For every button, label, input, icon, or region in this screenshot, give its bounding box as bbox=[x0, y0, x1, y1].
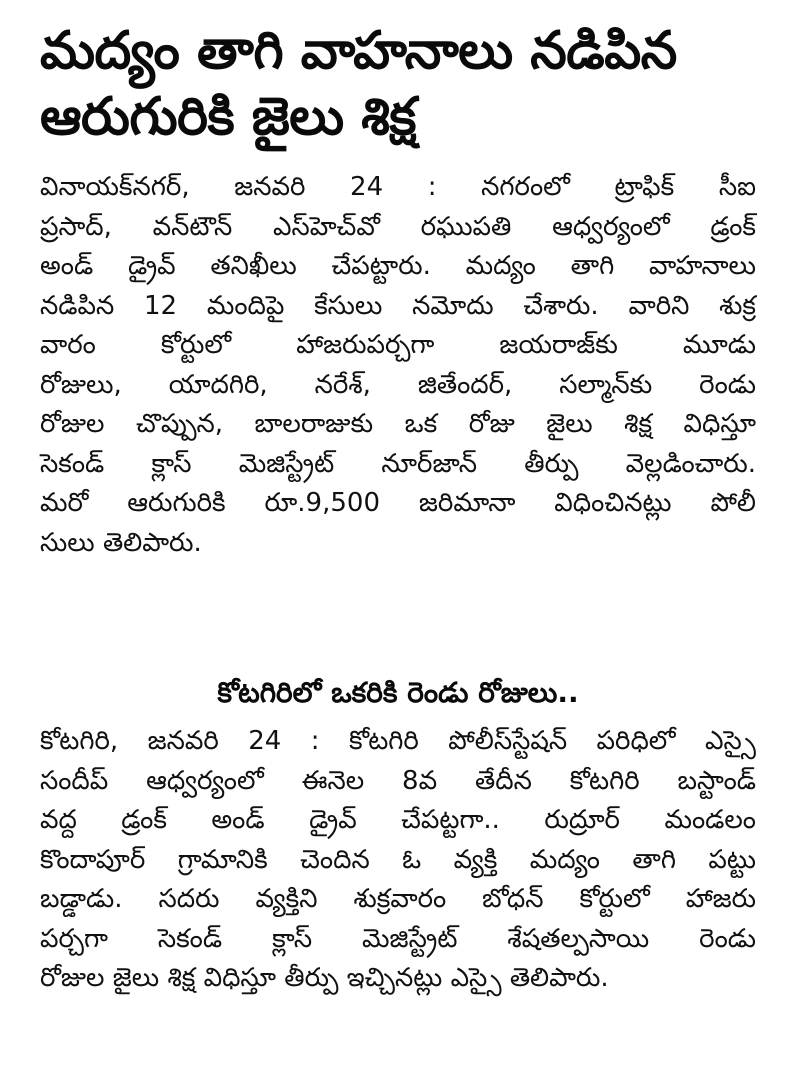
article-line: నడిపిన 12 మందిపై కేసులు నమోదు చేశారు. వారిని శుక్ర bbox=[40, 290, 756, 321]
clipped-next-headline bbox=[0, 1078, 800, 1092]
article-line: రోజుల జైలు శిక్ష విధిస్తూ తీర్పు ఇచ్చినట్లు ఎస్సై తెలిపారు. bbox=[40, 963, 609, 993]
article-line: బడ్డాడు. సదరు వ్యక్తిని శుక్రవారం బోధన్ కోర్టులో హాజరు bbox=[40, 884, 756, 914]
headline-line-2: ఆరుగురికి జైలు శిక్ష bbox=[40, 87, 416, 147]
article-headline bbox=[40, 18, 780, 150]
article-line: వారం కోర్టులో హాజరుపర్చగా జయరాజ్‌కు మూడు bbox=[40, 330, 756, 360]
article-line: వద్ద డ్రంక్ అండ్ డ్రైవ్ చేపట్టగా.. రుద్రూర్ మండలం bbox=[40, 805, 756, 835]
article-line: రోజుల చొప్పున, బాలరాజుకు ఒక రోజు జైలు శిక్ష విధిస్తూ bbox=[40, 409, 756, 439]
article-line: కొందాపూర్ గ్రామానికి చెందిన ఓ వ్యక్తి మద్యం తాగి పట్టు bbox=[40, 844, 756, 875]
article-line: సందీప్ ఆధ్వర్యంలో ఈనెల 8వ తేదీన కోటగిరి బస్టాండ్ bbox=[40, 765, 756, 796]
article-line: సులు తెలిపారు. bbox=[40, 527, 202, 558]
article-line: అండ్ డ్రైవ్ తనిఖీలు చేపట్టారు. మద్యం తాగి వాహనాలు bbox=[40, 251, 756, 281]
article-body-1 bbox=[40, 168, 756, 563]
article-line: ప్రసాద్, వన్‌టౌన్ ఎస్‌హెచ్‌వో రఘుపతి ఆధ్వర్యంలో డ్రంక్ bbox=[40, 211, 756, 242]
article-body-2 bbox=[40, 722, 756, 999]
article-line: రోజులు, యాదగిరి, నరేశ్, జితేందర్, సల్మాన్‌కు రెండు bbox=[40, 369, 756, 400]
article-line: మరో ఆరుగురికి రూ.9,500 జరిమానా విధించినట్లు పోలీ bbox=[40, 488, 756, 518]
clipped-previous-headline bbox=[0, 0, 800, 10]
article-line: పర్చగా సెకండ్ క్లాస్ మెజిస్ట్రేట్ శేషతల్పసాయి రెండు bbox=[40, 923, 756, 954]
article-line: కోటగిరి, జనవరి 24 : కోటగిరి పోలీస్‌స్టేషన్ పరిధిలో ఎస్సై bbox=[40, 726, 756, 756]
section-subheading: కోటగిరిలో ఒకరికి రెండు రోజులు.. bbox=[217, 676, 579, 709]
headline-line-1: మద్యం తాగి వాహనాలు నడిపిన bbox=[40, 21, 677, 81]
article-line: సెకండ్ క్లాస్ మెజిస్ట్రేట్ నూర్‌జాన్ తీర్పు వెల్లడించారు. bbox=[40, 448, 756, 479]
article-line: వినాయక్‌నగర్, జనవరి 24 : నగరంలో ట్రాఫిక్ సీఐ bbox=[40, 172, 756, 202]
